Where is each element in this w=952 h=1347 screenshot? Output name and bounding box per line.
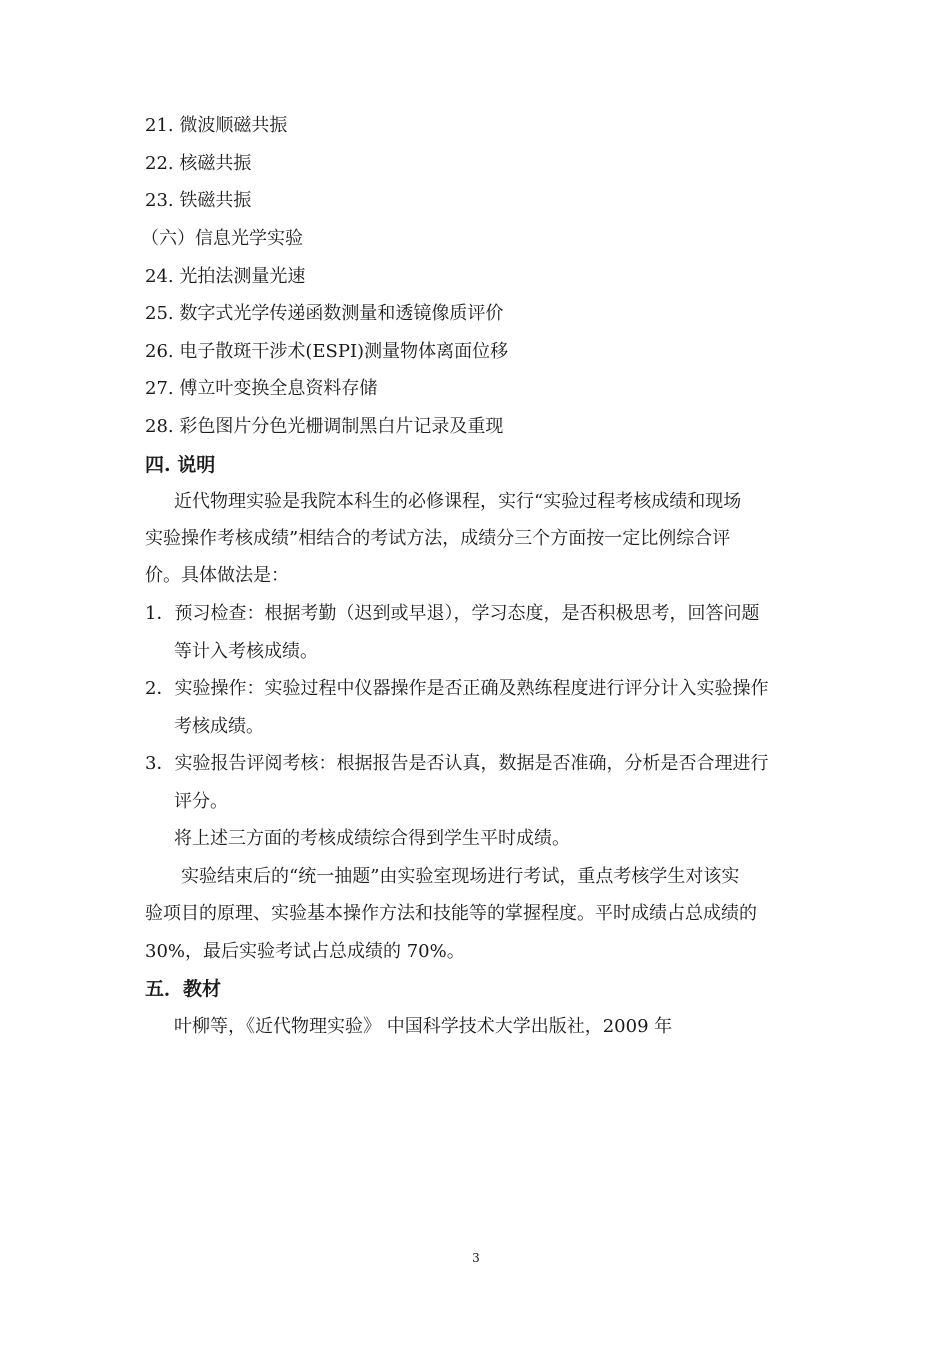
- list-item: 23. 铁磁共振: [145, 190, 252, 211]
- page-number: 3: [472, 1251, 480, 1265]
- list-item: 28. 彩色图片分色光栅调制黑白片记录及重现: [145, 416, 504, 437]
- rule-item-2: 2．实验操作：实验过程中仪器操作是否正确及熟练程度进行评分计入实验操作: [145, 678, 769, 699]
- rule-item-1: 1．预习检查：根据考勤（迟到或早退），学习态度，是否积极思考，回答问题: [145, 603, 760, 624]
- intro-line: 近代物理实验是我院本科生的必修课程，实行“实验过程考核成绩和现场: [174, 491, 742, 512]
- rule-item-3: 3．实验报告评阅考核：根据报告是否认真，数据是否准确，分析是否合理进行: [145, 753, 769, 774]
- intro-line: 价。具体做法是：: [145, 565, 289, 586]
- list-item: 24. 光拍法测量光速: [145, 266, 306, 287]
- rule-item-2-cont: 考核成绩。: [174, 716, 264, 737]
- textbook-reference: 叶柳等，《近代物理实验》 中国科学技术大学出版社，2009 年: [174, 1016, 673, 1037]
- section-five-title: 五．教材: [145, 978, 222, 1000]
- section-six-title: （六）信息光学实验: [141, 228, 303, 249]
- list-item: 21. 微波顺磁共振: [145, 115, 288, 136]
- list-item: 22. 核磁共振: [145, 153, 252, 174]
- final-line: 验项目的原理、实验基本操作方法和技能等的掌握程度。平时成绩占总成绩的: [145, 903, 757, 924]
- list-item: 27. 傅立叶变换全息资料存储: [145, 378, 378, 399]
- final-line: 实验结束后的“统一抽题”由实验室现场进行考试，重点考核学生对该实: [181, 866, 740, 887]
- final-line: 30%，最后实验考试占总成绩的 70%。: [145, 941, 465, 962]
- rule-item-3-cont: 评分。: [174, 791, 228, 812]
- rule-item-1-cont: 等计入考核成绩。: [174, 641, 318, 662]
- section-four-title: 四. 说明: [145, 454, 216, 476]
- list-item: 26. 电子散斑干涉术(ESPI)测量物体离面位移: [145, 341, 509, 362]
- intro-line: 实验操作考核成绩”相结合的考试方法，成绩分三个方面按一定比例综合评: [145, 528, 731, 549]
- list-item: 25. 数字式光学传递函数测量和透镜像质评价: [145, 303, 504, 324]
- summary-line: 将上述三方面的考核成绩综合得到学生平时成绩。: [174, 828, 570, 849]
